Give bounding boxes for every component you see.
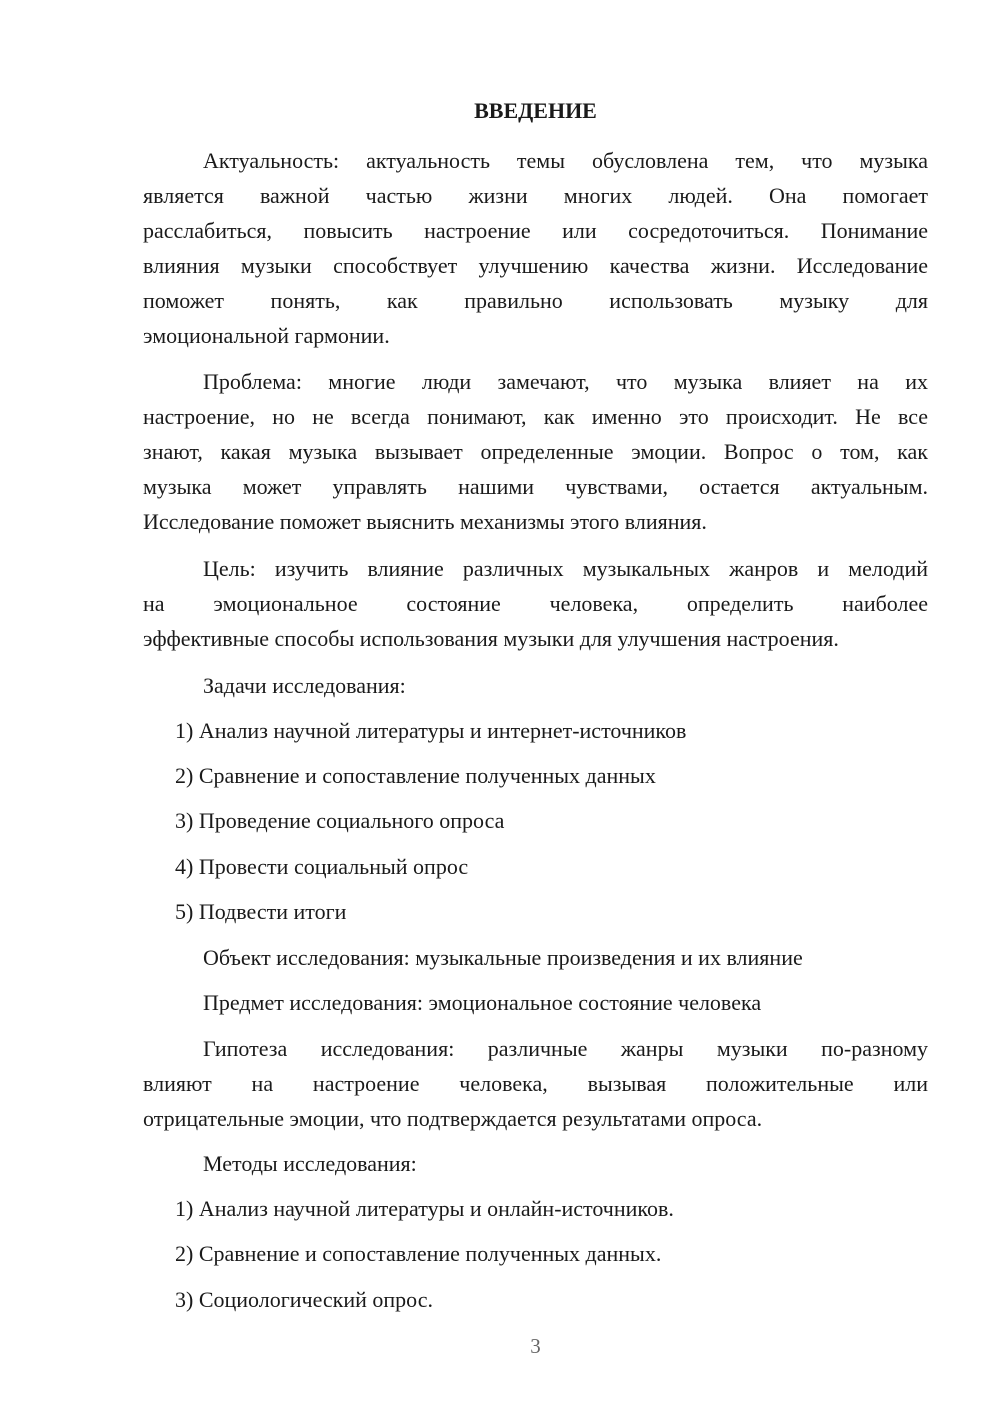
text-line: 1) Анализ научной литературы и интернет-источников [175,718,687,743]
list-item [143,713,928,748]
page-number: 3 [530,1334,541,1358]
section-title: ВВЕДЕНИЕ [474,98,597,123]
text-line: Гипотеза исследования: различные жанры музыки по-разному [203,1036,928,1061]
paragraph [143,1146,928,1181]
list-item [143,849,928,884]
list-item [143,803,928,838]
text-line: отрицательные эмоции, что подтверждается результатами опроса. [143,1106,763,1131]
text-line: Задачи исследования: [203,673,406,698]
text-line: 4) Провести социальный опрос [175,854,469,879]
list-item [143,1282,928,1317]
list-item [143,894,928,929]
text-line: настроение, но не всегда понимают, как именно это происходит. Не все [143,404,928,429]
text-line: является важной частью жизни многих людей. Она помогает [143,183,928,208]
text-line: влияния музыки способствует улучшению качества жизни. Исследование [143,253,928,278]
paragraph [143,985,928,1020]
text-line: 3) Проведение социального опроса [175,808,505,833]
text-line: Предмет исследования: эмоциональное состояние человека [203,990,762,1015]
text-line: Цель: изучить влияние различных музыкальных жанров и мелодий [203,556,928,581]
paragraph [143,668,928,703]
text-line: на эмоциональное состояние человека, определить наиболее [143,591,928,616]
list-item [143,1236,928,1271]
text-line: 2) Сравнение и сопоставление полученных данных. [175,1241,662,1266]
paragraph [143,551,928,656]
text-line: знают, какая музыка вызывает определенные эмоции. Вопрос о том, как [143,439,928,464]
paragraph [143,1031,928,1136]
text-line: эффективные способы использования музыки для улучшения настроения. [143,626,839,651]
text-line: 5) Подвести итоги [175,899,347,924]
text-line: Актуальность: актуальность темы обусловлена тем, что музыка [203,148,928,173]
list-item [143,758,928,793]
text-line: Исследование поможет выяснить механизмы этого влияния. [143,509,707,534]
text-line: 3) Социологический опрос. [175,1287,433,1312]
text-line: влияют на настроение человека, вызывая положительные или [143,1071,928,1096]
text-line: Объект исследования: музыкальные произведения и их влияние [203,945,803,970]
text-line: Проблема: многие люди замечают, что музыка влияет на их [203,369,928,394]
text-line: 2) Сравнение и сопоставление полученных данных [175,763,656,788]
text-line: 1) Анализ научной литературы и онлайн-источников. [175,1196,674,1221]
list-item [143,1191,928,1226]
text-line: Методы исследования: [203,1151,417,1176]
text-line: поможет понять, как правильно использовать музыку для [143,288,928,313]
text-line: эмоциональной гармонии. [143,323,390,348]
text-line: музыка может управлять нашими чувствами, остается актуальным. [143,474,928,499]
paragraph [143,940,928,975]
text-line: расслабиться, повысить настроение или сосредоточиться. Понимание [143,218,928,243]
paragraph [143,143,928,353]
paragraph [143,364,928,539]
